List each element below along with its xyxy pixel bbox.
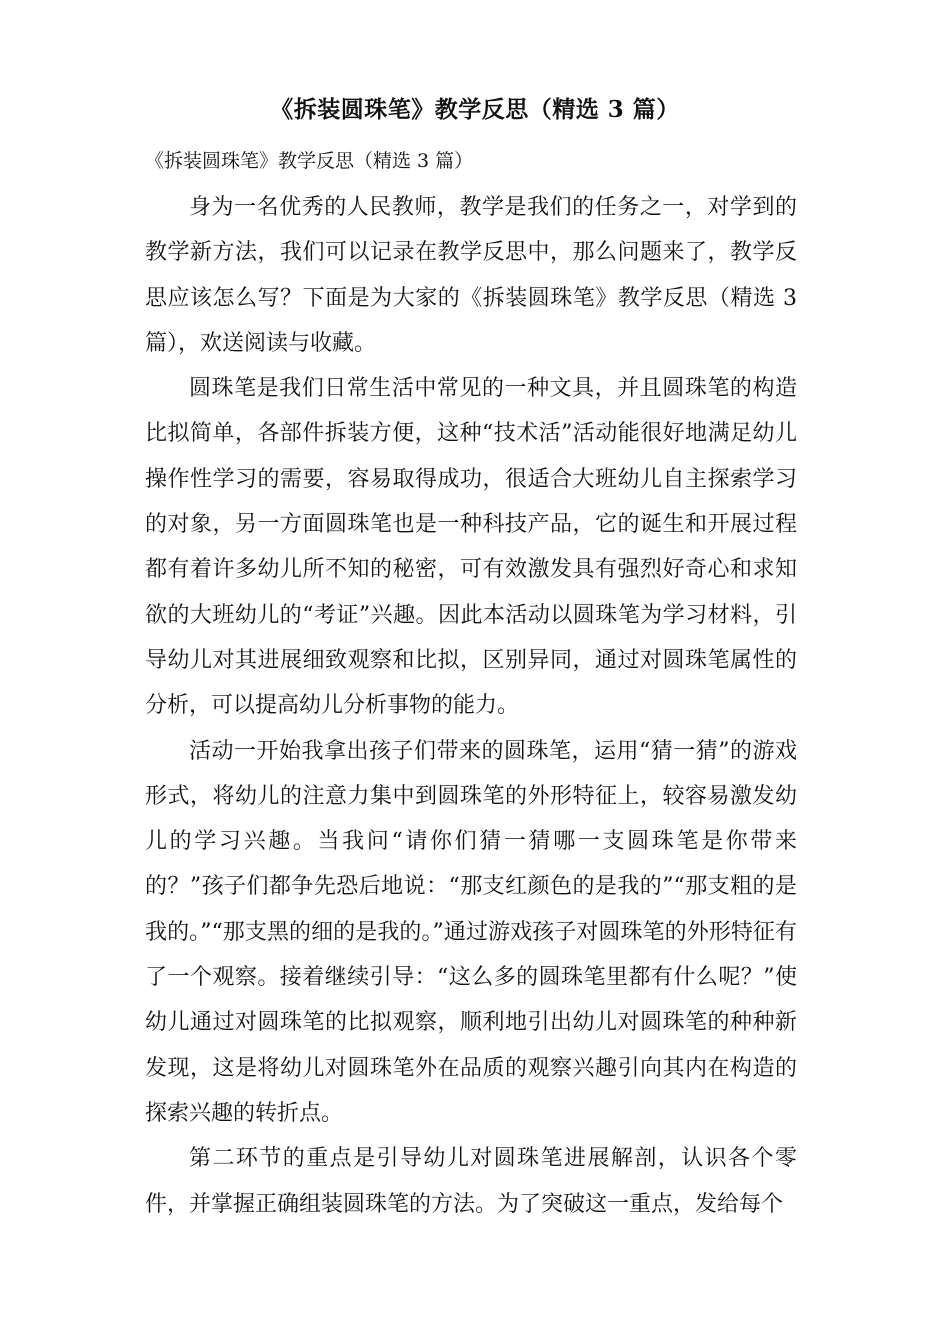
paragraph-pen-overview: 圆珠笔是我们日常生活中常见的一种文具，并且圆珠笔的构造比拟简单，各部件拆装方便，这种“技术活”活动能很好地满足幼儿操作性学习的需要，容易取得成功，很适合大班幼儿自主探索学习的对象，另一方面圆珠笔也是一种科技产品，它的诞生和开展过程都有着许多幼儿所不知的秘密，可有效激发具有强烈好奇心和求知欲的大班幼儿的“考证”兴趣。因此本活动以圆珠笔为学习材料，引导幼儿对其进展细致观察和比拟，区别异同，通过对圆珠笔属性的分析，可以提高幼儿分析事物的能力。: [145, 376, 797, 719]
document-title: 《拆装圆珠笔》教学反思（精选 3 篇）: [270, 96, 680, 123]
document-body: [145, 185, 797, 1227]
document-subtitle: 《拆装圆珠笔》教学反思（精选 3 篇）: [145, 150, 474, 172]
paragraph-second-stage: 第二环节的重点是引导幼儿对圆珠笔进展解剖，认识各个零件，并掌握正确组装圆珠笔的方法。为了突破这一重点，发给每个: [145, 1146, 797, 1217]
paragraph-intro: 身为一名优秀的人民教师，教学是我们的任务之一，对学到的教学新方法，我们可以记录在教学反思中，那么问题来了，教学反思应该怎么写？下面是为大家的《拆装圆珠笔》教学反思（精选 3 篇），欢送阅读与收藏。: [145, 195, 797, 356]
paragraph-activity-start: 活动一开始我拿出孩子们带来的圆珠笔，运用“猜一猜”的游戏形式，将幼儿的注意力集中到圆珠笔的外形特征上，较容易激发幼儿的学习兴趣。当我问“请你们猜一猜哪一支圆珠笔是你带来的？”孩子们都争先恐后地说：“那支红颜色的是我的”“那支粗的是我的。”“那支黑的细的是我的。”通过游戏孩子对圆珠笔的外形特征有了一个观察。接着继续引导：“这么多的圆珠笔里都有什么呢？”使幼儿通过对圆珠笔的比拟观察，顺利地引出幼儿对圆珠笔的种种新发现，这是将幼儿对圆珠笔外在品质的观察兴趣引向其内在构造的探索兴趣的转折点。: [145, 738, 797, 1126]
